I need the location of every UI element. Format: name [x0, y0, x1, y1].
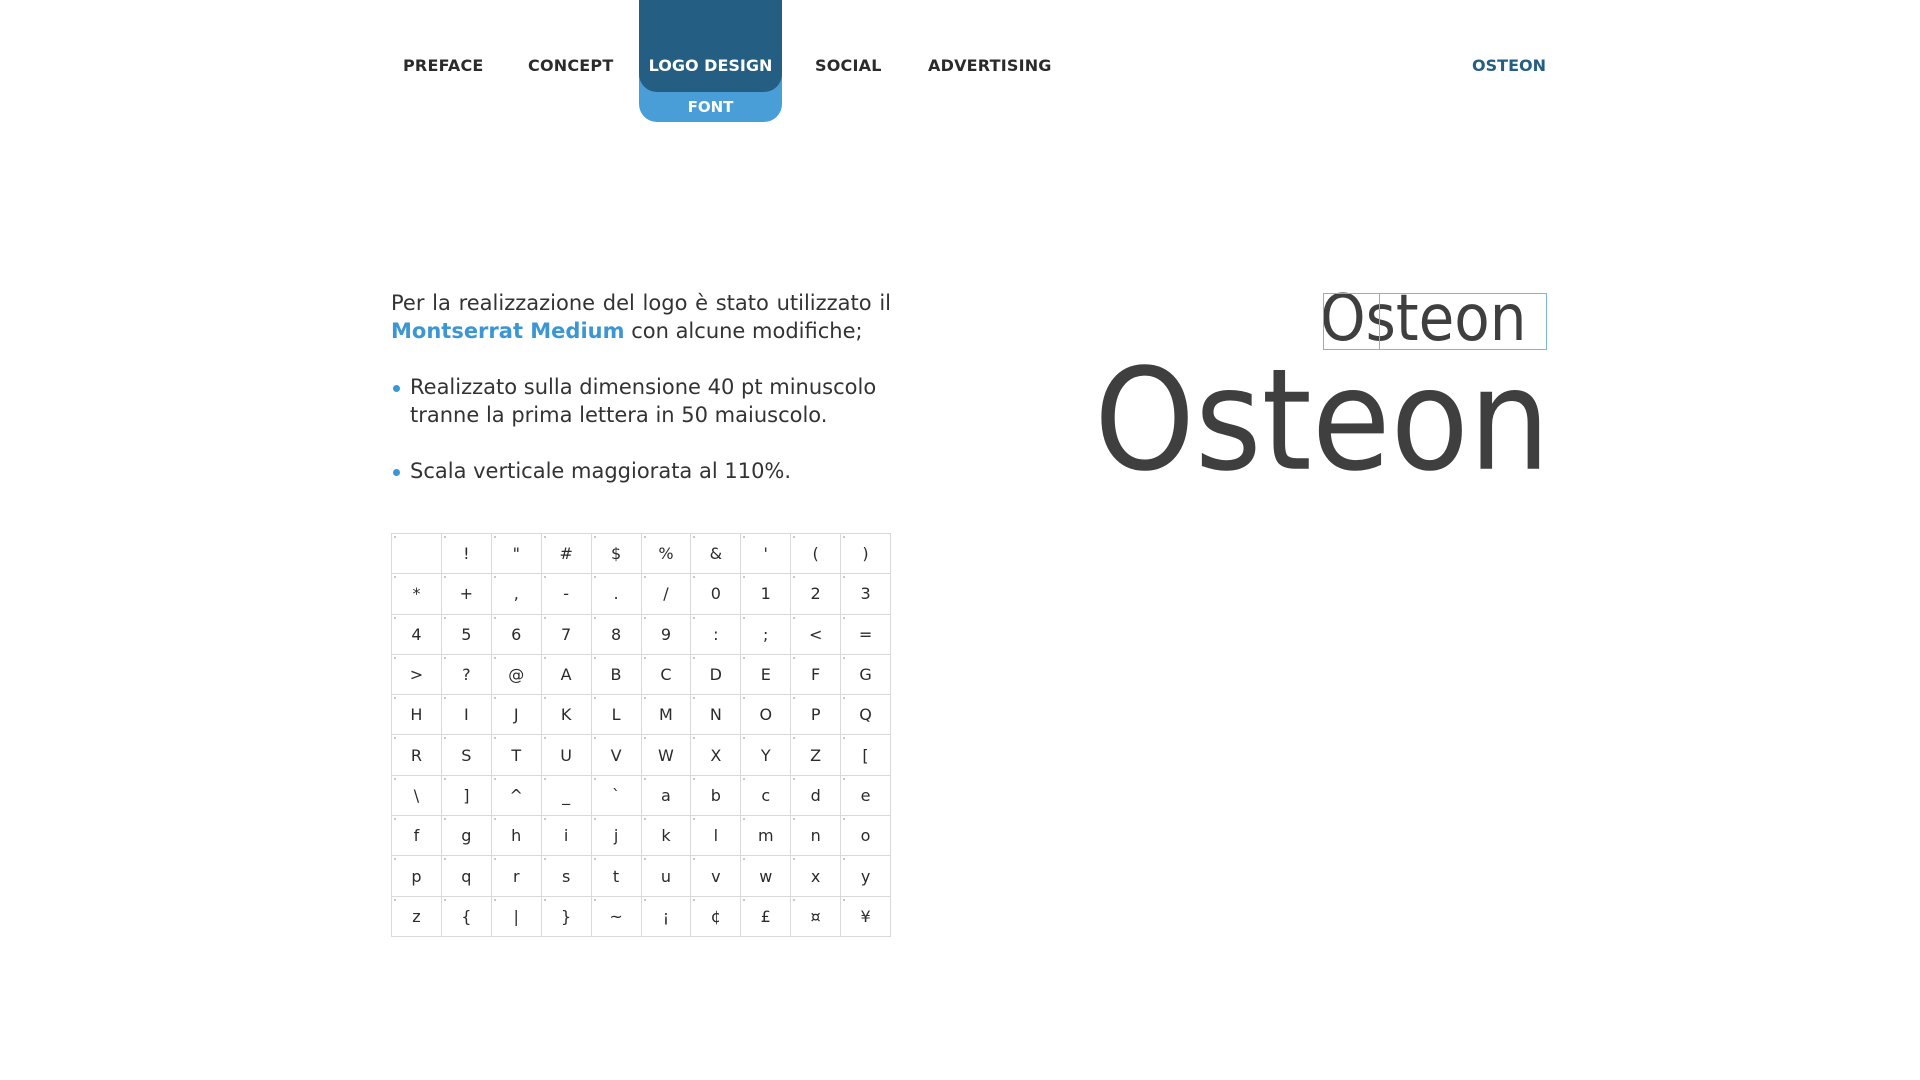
- glyph-cell: I: [442, 695, 492, 735]
- glyph-cell: :: [691, 615, 741, 655]
- nav-brand-link[interactable]: OSTEON: [1472, 56, 1546, 75]
- glyph-cell: (: [791, 534, 841, 574]
- glyph-cell: >: [392, 655, 442, 695]
- glyph-cell: c: [741, 776, 791, 816]
- glyph-cell: 3: [841, 574, 891, 614]
- glyph-cell: 8: [592, 615, 642, 655]
- glyph-cell: +: [442, 574, 492, 614]
- nav-item-advertising[interactable]: ADVERTISING: [928, 56, 1052, 75]
- glyph-cell: n: [791, 816, 841, 856]
- glyph-cell: =: [841, 615, 891, 655]
- glyph-cell: ^: [492, 776, 542, 816]
- glyph-cell: 9: [642, 615, 692, 655]
- glyph-cell: 2: [791, 574, 841, 614]
- font-name-highlight: Montserrat Medium: [391, 319, 625, 343]
- glyph-cell: 0: [691, 574, 741, 614]
- glyph-cell: ]: [442, 776, 492, 816]
- glyph-cell: 4: [392, 615, 442, 655]
- glyph-cell: ': [741, 534, 791, 574]
- glyph-cell: o: [841, 816, 891, 856]
- glyph-cell: ¥: [841, 897, 891, 937]
- glyph-cell: N: [691, 695, 741, 735]
- glyph-cell: g: [442, 816, 492, 856]
- glyph-cell: ;: [741, 615, 791, 655]
- glyph-cell: |: [492, 897, 542, 937]
- glyph-cell: %: [642, 534, 692, 574]
- nav-item-concept[interactable]: CONCEPT: [528, 56, 614, 75]
- glyph-cell: T: [492, 735, 542, 775]
- glyph-cell: 5: [442, 615, 492, 655]
- bullet-dot-icon: [393, 469, 400, 476]
- glyph-cell: E: [741, 655, 791, 695]
- list-item: [391, 457, 891, 485]
- glyph-cell: @: [492, 655, 542, 695]
- glyph-cell: ¢: [691, 897, 741, 937]
- glyph-cell: D: [691, 655, 741, 695]
- list-item-text: Realizzato sulla dimensione 40 pt minuscolo tranne la prima lettera in 50 maiuscolo.: [410, 375, 877, 427]
- glyph-cell: ¡: [642, 897, 692, 937]
- glyph-cell: d: [791, 776, 841, 816]
- glyph-cell: `: [592, 776, 642, 816]
- glyph-cell: l: [691, 816, 741, 856]
- glyph-cell: J: [492, 695, 542, 735]
- glyph-cell: G: [841, 655, 891, 695]
- glyph-cell: *: [392, 574, 442, 614]
- glyph-cell: .: [592, 574, 642, 614]
- glyph-cell: /: [642, 574, 692, 614]
- glyph-cell: [: [841, 735, 891, 775]
- list-item-text: Scala verticale maggiorata al 110%.: [410, 459, 792, 483]
- glyph-cell: F: [791, 655, 841, 695]
- glyph-cell: ): [841, 534, 891, 574]
- glyph-cell: ,: [492, 574, 542, 614]
- glyph-cell: C: [642, 655, 692, 695]
- glyph-cell: [392, 534, 442, 574]
- logo-wordmark-small: Osteon: [1320, 280, 1527, 356]
- glyph-cell: b: [691, 776, 741, 816]
- glyph-cell: m: [741, 816, 791, 856]
- glyph-cell: ¤: [791, 897, 841, 937]
- glyph-cell: \: [392, 776, 442, 816]
- nav-item-logo-design-active[interactable]: [639, 0, 782, 92]
- glyph-cell: W: [642, 735, 692, 775]
- specs-list: [391, 373, 891, 513]
- glyph-cell: $: [592, 534, 642, 574]
- glyph-cell: ~: [592, 897, 642, 937]
- glyph-cell: H: [392, 695, 442, 735]
- nav-item-preface[interactable]: PREFACE: [403, 56, 484, 75]
- glyph-cell: -: [542, 574, 592, 614]
- glyph-grid: [391, 533, 891, 937]
- glyph-cell: M: [642, 695, 692, 735]
- glyph-cell: P: [791, 695, 841, 735]
- nav-item-logo-design-label: LOGO DESIGN: [648, 56, 773, 75]
- glyph-cell: #: [542, 534, 592, 574]
- logo-wordmark-large: Osteon: [1094, 339, 1550, 503]
- glyph-cell: w: [741, 856, 791, 896]
- glyph-cell: R: [392, 735, 442, 775]
- glyph-cell: 7: [542, 615, 592, 655]
- glyph-cell: y: [841, 856, 891, 896]
- glyph-cell: s: [542, 856, 592, 896]
- glyph-cell: &: [691, 534, 741, 574]
- glyph-cell: t: [592, 856, 642, 896]
- glyph-cell: Z: [791, 735, 841, 775]
- glyph-cell: Y: [741, 735, 791, 775]
- glyph-cell: !: [442, 534, 492, 574]
- glyph-cell: £: [741, 897, 791, 937]
- intro-text-start: Per la realizzazione del logo è stato utilizzato il: [391, 291, 891, 315]
- glyph-cell: 1: [741, 574, 791, 614]
- glyph-cell: 6: [492, 615, 542, 655]
- glyph-cell: U: [542, 735, 592, 775]
- glyph-cell: ": [492, 534, 542, 574]
- glyph-cell: O: [741, 695, 791, 735]
- glyph-cell: }: [542, 897, 592, 937]
- list-item: [391, 373, 891, 429]
- nav-subitem-font[interactable]: FONT: [687, 98, 734, 116]
- glyph-cell: <: [791, 615, 841, 655]
- glyph-cell: ?: [442, 655, 492, 695]
- bullet-dot-icon: [393, 385, 400, 392]
- glyph-cell: X: [691, 735, 741, 775]
- glyph-cell: {: [442, 897, 492, 937]
- glyph-cell: j: [592, 816, 642, 856]
- glyph-cell: k: [642, 816, 692, 856]
- glyph-cell: r: [492, 856, 542, 896]
- nav-item-social[interactable]: SOCIAL: [815, 56, 882, 75]
- glyph-cell: V: [592, 735, 642, 775]
- glyph-cell: B: [592, 655, 642, 695]
- intro-paragraph: [391, 289, 891, 345]
- glyph-cell: Q: [841, 695, 891, 735]
- glyph-cell: A: [542, 655, 592, 695]
- glyph-cell: e: [841, 776, 891, 816]
- glyph-cell: x: [791, 856, 841, 896]
- glyph-cell: f: [392, 816, 442, 856]
- intro-text-end: con alcune modifiche;: [631, 319, 863, 343]
- glyph-cell: i: [542, 816, 592, 856]
- glyph-cell: u: [642, 856, 692, 896]
- glyph-cell: q: [442, 856, 492, 896]
- glyph-cell: a: [642, 776, 692, 816]
- glyph-cell: v: [691, 856, 741, 896]
- glyph-cell: S: [442, 735, 492, 775]
- nav-item-logo-design-group[interactable]: [639, 0, 782, 122]
- glyph-cell: z: [392, 897, 442, 937]
- glyph-cell: h: [492, 816, 542, 856]
- glyph-cell: p: [392, 856, 442, 896]
- glyph-cell: K: [542, 695, 592, 735]
- glyph-cell: _: [542, 776, 592, 816]
- glyph-cell: L: [592, 695, 642, 735]
